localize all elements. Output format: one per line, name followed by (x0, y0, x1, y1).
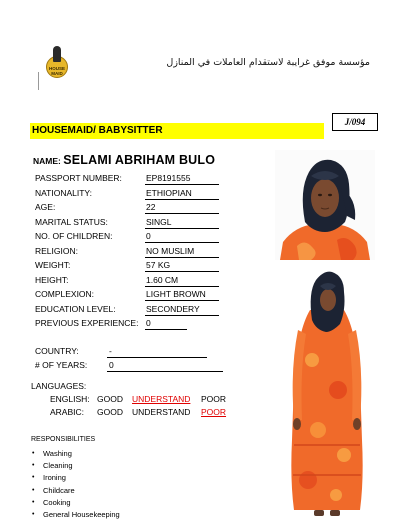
field-value: 22 (145, 201, 219, 214)
level-understand: UNDERSTAND (132, 407, 191, 417)
field-label: COMPLEXION: (35, 289, 95, 299)
level-understand-selected: UNDERSTAND (132, 394, 191, 404)
field-label: NO. OF CHILDREN: (35, 231, 113, 241)
level-good: GOOD (97, 407, 123, 417)
field-value: 0 (145, 317, 187, 330)
level-poor: POOR (201, 394, 227, 404)
name-label: NAME: (33, 156, 61, 166)
agency-logo (44, 44, 70, 84)
field-value: LIGHT BROWN (145, 288, 219, 301)
field-value: EP8191555 (145, 172, 219, 185)
field-label: AGE: (35, 202, 56, 212)
logo-figure-icon (53, 46, 61, 62)
field-value: SECONDERY (145, 303, 219, 316)
field-label: NATIONALITY: (35, 187, 92, 198)
field-label: WEIGHT: (35, 260, 71, 270)
full-body-photo-icon (288, 270, 366, 528)
years-label: # OF YEARS: (35, 360, 88, 370)
language-name: ARABIC: (50, 407, 85, 417)
field-label: RELIGION: (35, 245, 78, 256)
candidate-name: SELAMI ABRIHAM BULO (63, 153, 216, 167)
level-poor-selected: POOR (201, 407, 227, 417)
logo-text: HOUSE MAID (48, 66, 65, 76)
divider (38, 72, 39, 90)
portrait-photo (275, 150, 375, 260)
language-row-arabic (50, 406, 240, 418)
role-title: HOUSEMAID/ BABYSITTER (32, 125, 163, 136)
list-item: • Cleaning (31, 460, 120, 472)
list-item: • General Housekeeping (31, 509, 120, 521)
list-item: • Ironing (31, 472, 120, 484)
list-item: • Washing (31, 448, 120, 460)
field-label: PASSPORT NUMBER: (35, 173, 122, 183)
country-value: - (107, 345, 207, 358)
portrait-photo-icon (275, 150, 375, 260)
agency-name-arabic: مؤسسة موفق غرايبة لاستقدام العاملات في المنازل (166, 57, 370, 68)
field-value: SINGL (145, 216, 219, 229)
field-label: PREVIOUS EXPERIENCE: (35, 318, 139, 328)
country-label: COUNTRY: (35, 346, 79, 356)
reference-code: J/094 (332, 113, 378, 131)
field-value: 0 (145, 230, 219, 243)
full-body-photo (288, 270, 366, 528)
field-label: HEIGHT: (35, 274, 69, 285)
years-row (35, 359, 215, 371)
responsibilities-title: RESPONSIBILITIES (31, 436, 96, 443)
field-value: ETHIOPIAN (145, 187, 219, 200)
responsibilities-list (31, 448, 120, 521)
language-name: ENGLISH: (50, 394, 90, 404)
list-item: • Childcare (31, 485, 120, 497)
country-row (35, 345, 215, 357)
field-value: 57 KG (145, 259, 219, 272)
list-item: • Cooking (31, 497, 120, 509)
candidate-name-row (33, 152, 215, 169)
language-row-english (50, 393, 240, 405)
field-value: 1.60 CM (145, 274, 219, 287)
years-value: 0 (107, 359, 223, 372)
level-good: GOOD (97, 394, 123, 404)
field-label: EDUCATION LEVEL: (35, 303, 116, 314)
field-label: MARITAL STATUS: (35, 216, 108, 227)
languages-title: LANGUAGES: (31, 381, 87, 391)
field-value: NO MUSLIM (145, 245, 219, 258)
